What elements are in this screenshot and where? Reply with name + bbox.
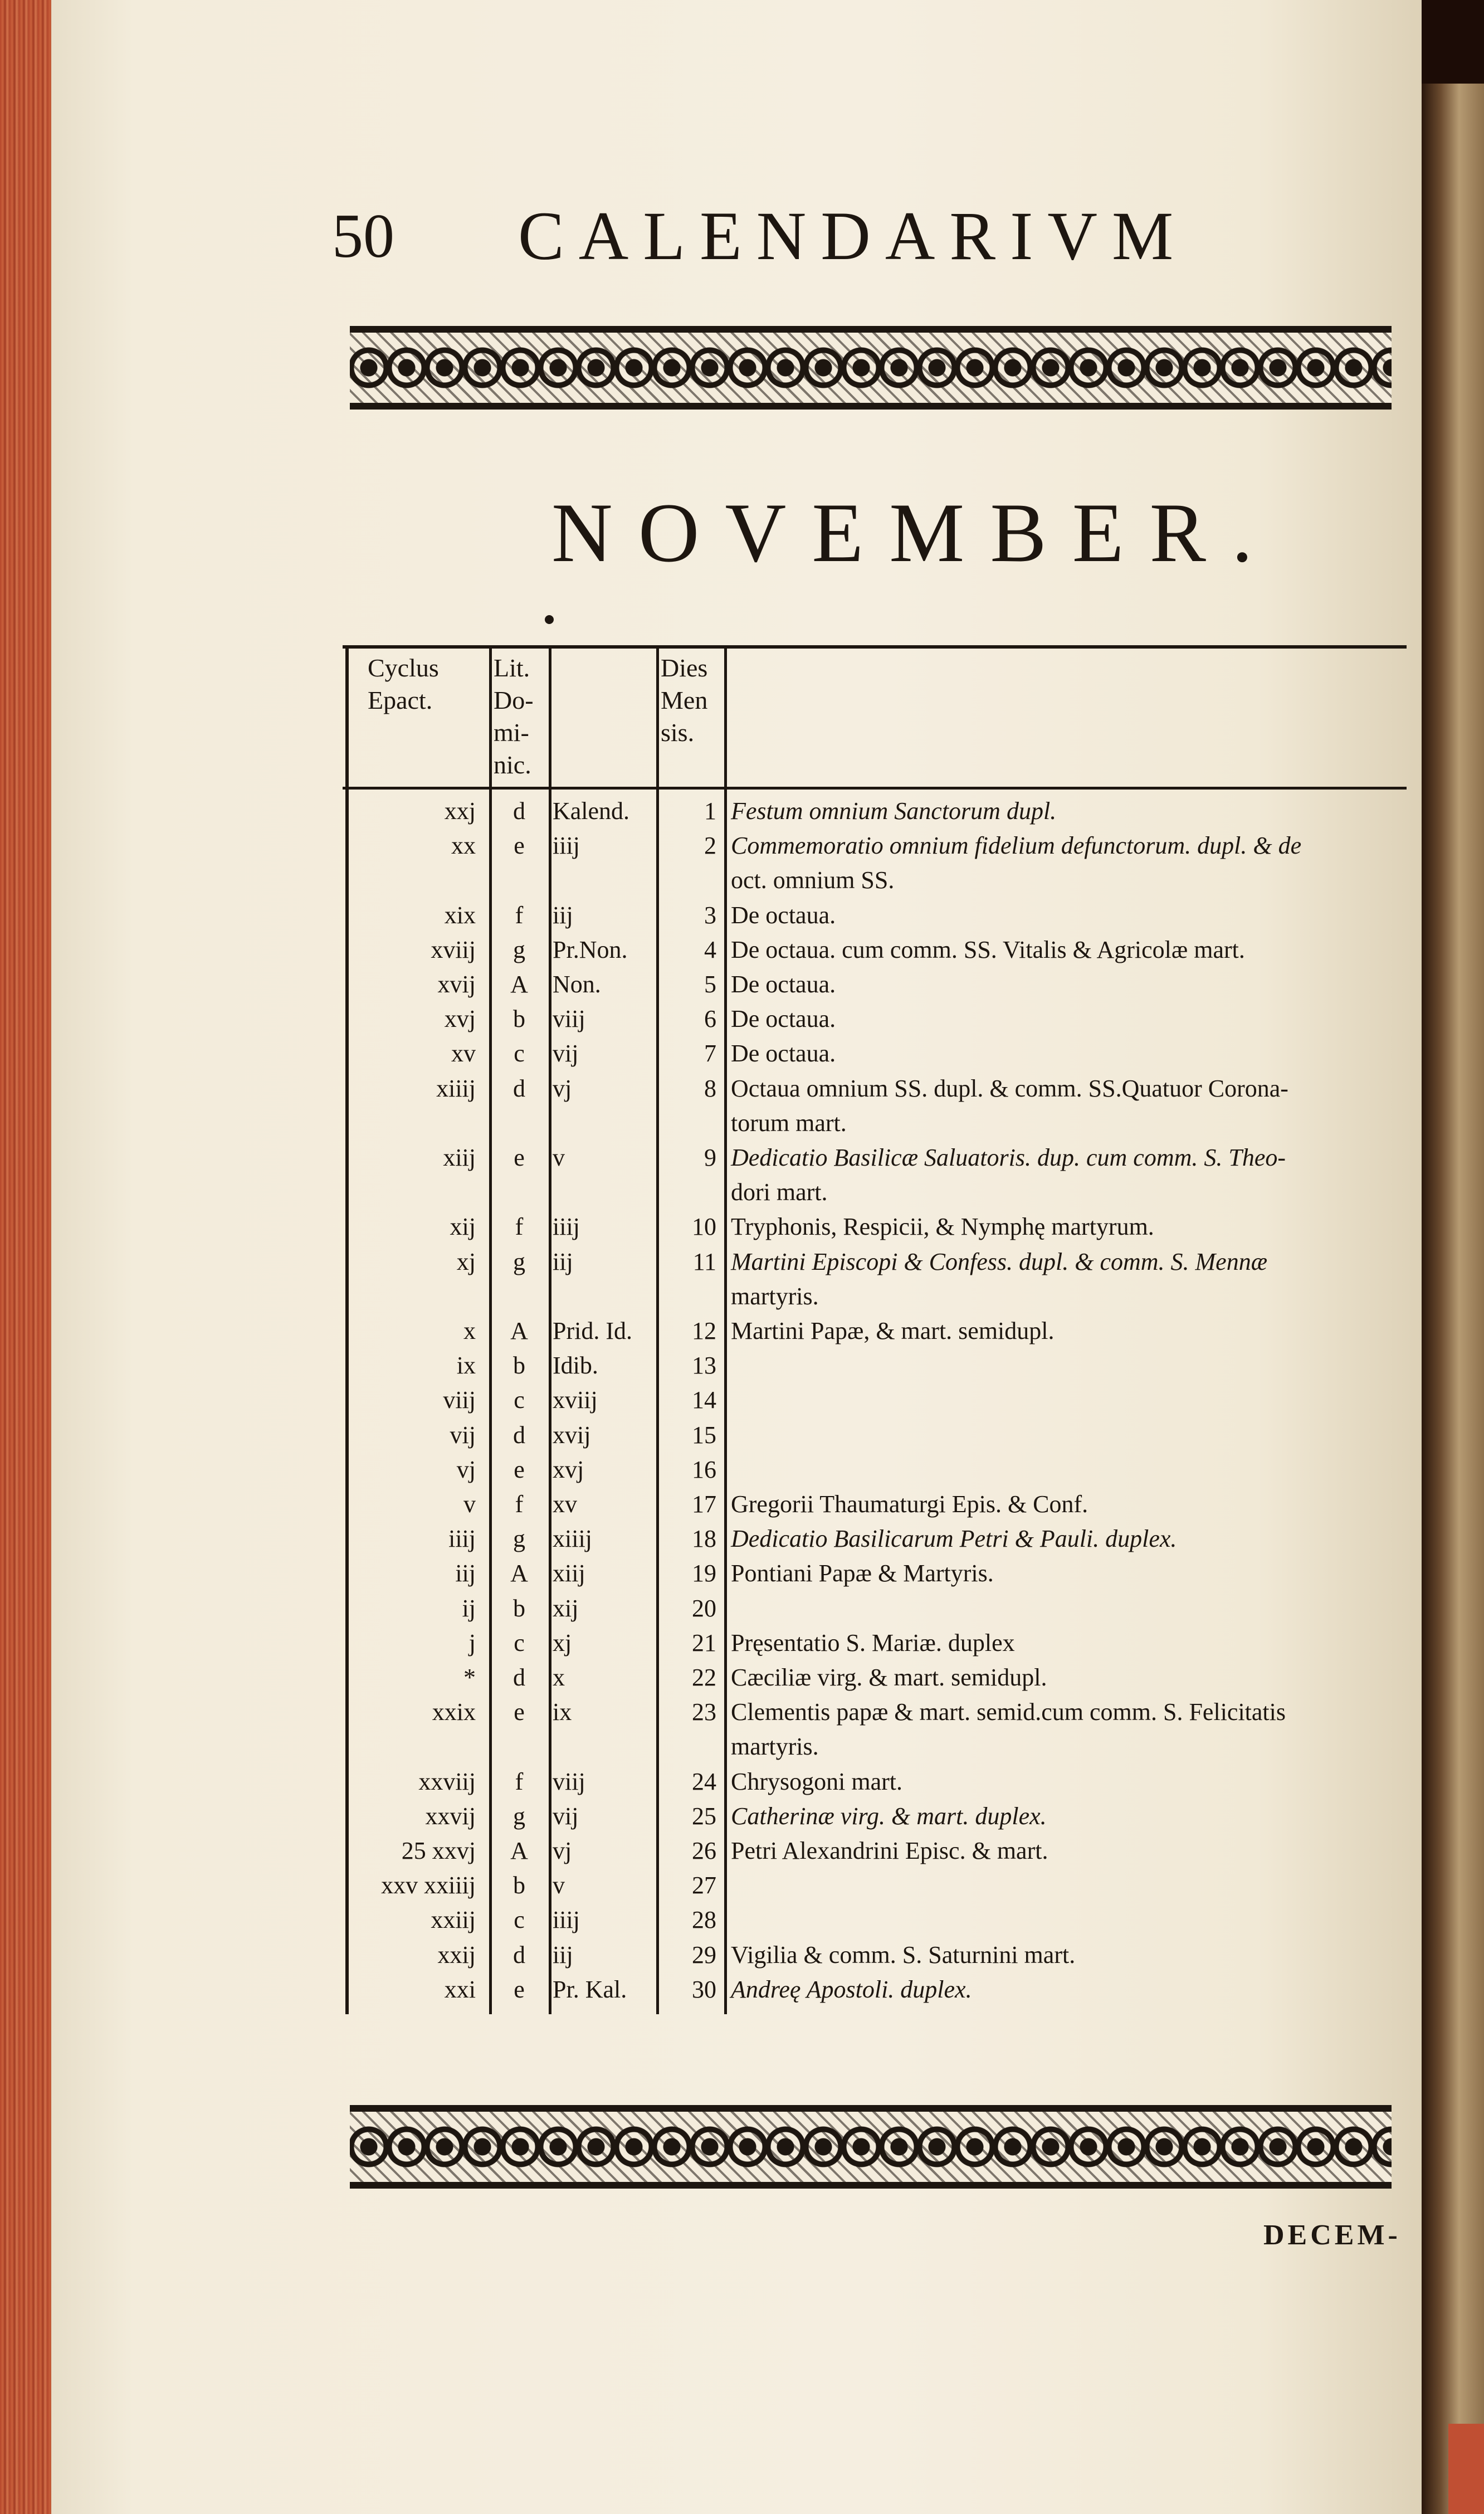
dominical-letter-cell: d [513,1421,525,1449]
day-number-cell: 30 [692,1975,716,2003]
dominical-letter-cell: d [513,797,525,825]
table-row [0,898,1484,933]
roman-date-cell: xv [553,1490,577,1518]
feast-cell: De octaua. [731,1040,836,1068]
day-number-cell: 9 [704,1144,716,1171]
feast-cell: Gregorii Thaumaturgi Epis. & Conf. [731,1490,1088,1518]
dominical-letter-cell: e [514,1975,525,2003]
feast-cell: Vigilia & comm. S. Saturnini mart. [731,1941,1076,1969]
dominical-letter-cell: b [513,1872,525,1899]
feast-cell: Commemoratio omnium fidelium defunctorum. dupl. & de [731,832,1302,860]
table-row [0,1071,1484,1106]
feast-cell: Catherinæ virg. & mart. duplex. [731,1802,1047,1830]
epact-cell: iij [455,1560,476,1587]
day-number-cell: 2 [704,832,716,860]
day-number-cell: 18 [692,1525,716,1553]
header-epact-line: Cyclus [368,654,439,682]
feast-cell: De octaua. [731,971,836,998]
roman-date-cell: xvij [553,1421,591,1449]
epact-cell: xvij [437,971,476,998]
roman-date-cell: v [553,1144,565,1171]
dominical-letter-cell: b [513,1352,525,1380]
table-row [0,1106,1484,1141]
feast-cell: Dedicatio Basilicæ Saluatoris. dup. cum comm. S. Theo- [731,1144,1286,1171]
table-row [0,1556,1484,1591]
table-row [0,1383,1484,1417]
feast-cell: Cæciliæ virg. & mart. semidupl. [731,1664,1047,1691]
table-rule-top [343,645,1407,649]
roman-date-cell: Pr. Kal. [553,1975,627,2003]
dominical-letter-cell: g [513,1525,525,1553]
feast-cell: Festum omnium Sanctorum dupl. [731,797,1057,825]
table-row [0,1418,1484,1453]
dominical-letter-cell: A [510,1837,528,1864]
feast-cell: Pontiani Papæ & Martyris. [731,1560,994,1587]
feast-cell: De octaua. cum comm. SS. Vitalis & Agricolæ mart. [731,936,1245,963]
day-number-cell: 4 [704,936,716,963]
table-row [0,1626,1484,1660]
table-row [0,794,1484,829]
feast-cell: martyris. [731,1282,819,1310]
dominical-letter-cell: A [510,971,528,998]
dominical-letter-cell: A [510,1560,528,1587]
table-row [0,1314,1484,1348]
table-row [0,1695,1484,1729]
day-number-cell: 28 [692,1906,716,1934]
table-row [0,1175,1484,1210]
dominical-letter-cell: b [513,1594,525,1622]
feast-cell: Pręsentatio S. Mariæ. duplex [731,1629,1015,1656]
table-row [0,1660,1484,1695]
epact-cell: viij [443,1386,476,1414]
roman-date-cell: Non. [553,971,601,998]
epact-cell: xxv xxiiij [381,1872,476,1899]
roman-date-cell: xiij [553,1560,585,1587]
table-row [0,1938,1484,1972]
day-number-cell: 20 [692,1594,716,1622]
roman-date-cell: iiij [553,1213,580,1241]
header-dies-line: sis. [661,718,695,747]
table-row [0,1487,1484,1522]
table-row [0,1522,1484,1556]
day-number-cell: 17 [692,1490,716,1518]
epact-cell: xxi [444,1975,476,2003]
epact-cell: xxvij [425,1802,476,1830]
table-row [0,933,1484,967]
month-title: NOVEMBER. [551,486,1278,579]
day-number-cell: 8 [704,1074,716,1102]
running-title: CALENDARIVM [518,198,1188,274]
dominical-letter-cell: g [513,1802,525,1830]
feast-cell: Octaua omnium SS. dupl. & comm. SS.Quatuor Corona- [731,1074,1288,1102]
feast-cell: Martini Episcopi & Confess. dupl. & comm. S. Mennæ [731,1248,1268,1275]
table-row [0,1903,1484,1937]
day-number-cell: 14 [692,1386,716,1414]
table-row [0,1036,1484,1071]
table-row [0,1141,1484,1175]
dominical-letter-cell: A [510,1317,528,1344]
table-row [0,1834,1484,1868]
table-row [0,1972,1484,2007]
feast-cell: De octaua. [731,1005,836,1033]
epact-cell: 25 xxvj [401,1837,476,1864]
roman-date-cell: xviij [553,1386,598,1414]
day-number-cell: 26 [692,1837,716,1864]
day-number-cell: 27 [692,1872,716,1899]
roman-date-cell: ix [553,1698,572,1726]
epact-cell: xv [451,1040,476,1068]
header-litt-line: Lit. [494,654,530,682]
epact-cell: xviij [431,936,476,963]
roman-date-cell: v [553,1872,565,1899]
epact-cell: xxix [432,1698,476,1726]
roman-date-cell: vij [553,1040,579,1068]
table-row [0,1868,1484,1903]
day-number-cell: 7 [704,1040,716,1068]
day-number-cell: 23 [692,1698,716,1726]
dominical-letter-cell: f [515,1213,524,1241]
table-row [0,1002,1484,1036]
feast-cell: martyris. [731,1733,819,1761]
day-number-cell: 1 [704,797,716,825]
feast-cell: Martini Papæ, & mart. semidupl. [731,1317,1055,1344]
epact-cell: xix [444,901,476,929]
table-rule-header [343,787,1407,790]
dominical-letter-cell: d [513,1941,525,1969]
ornament-band-top [350,326,1392,410]
epact-cell: xxiij [431,1906,476,1934]
epact-cell: xiij [443,1144,476,1171]
day-number-cell: 6 [704,1005,716,1033]
table-row [0,1453,1484,1487]
table-row [0,1729,1484,1764]
feast-cell: Andreę Apostoli. duplex. [731,1975,972,2003]
roman-date-cell: viij [553,1767,585,1795]
roman-date-cell: Prid. Id. [553,1317,632,1344]
dominical-letter-cell: d [513,1074,525,1102]
day-number-cell: 11 [692,1248,716,1275]
header-dies-line: Dies [661,654,708,682]
feast-cell: oct. omnium SS. [731,866,895,894]
roman-date-cell: vj [553,1837,572,1864]
epact-cell: xxj [444,797,476,825]
dominical-letter-cell: e [514,1144,525,1171]
epact-cell: xvj [444,1005,476,1033]
dominical-letter-cell: d [513,1664,525,1691]
roman-date-cell: xiiij [553,1525,592,1553]
page-edge-right-red [1448,2424,1484,2514]
dominical-letter-cell: c [514,1906,525,1934]
dominical-letter-cell: f [515,901,524,929]
dominical-letter-cell: e [514,1698,525,1726]
roman-date-cell: x [553,1664,565,1691]
roman-date-cell: vij [553,1802,579,1830]
day-number-cell: 19 [692,1560,716,1587]
epact-cell: xx [451,832,476,860]
printers-dot [545,615,554,624]
table-row [0,1210,1484,1244]
epact-cell: vij [450,1421,476,1449]
header-dies-line: Men [661,686,708,714]
header-litt-line: mi- [494,718,529,747]
epact-cell: iiij [448,1525,476,1553]
day-number-cell: 22 [692,1664,716,1691]
dominical-letter-cell: g [513,1248,525,1275]
ornament-band-bottom [350,2105,1392,2189]
epact-cell: xij [450,1213,476,1241]
table-row [0,1765,1484,1799]
feast-cell: Chrysogoni mart. [731,1767,902,1795]
epact-cell: x [463,1317,476,1344]
feast-cell: Dedicatio Basilicarum Petri & Pauli. duplex. [731,1525,1177,1553]
dominical-letter-cell: e [514,1455,525,1483]
header-litt-line: Do- [494,686,534,714]
day-number-cell: 13 [692,1352,716,1380]
day-number-cell: 16 [692,1455,716,1483]
feast-cell: Tryphonis, Respicii, & Nymphę martyrum. [731,1213,1154,1241]
feast-cell: dori mart. [731,1178,828,1206]
epact-cell: vj [456,1455,476,1483]
roman-date-cell: iij [553,901,573,929]
day-number-cell: 15 [692,1421,716,1449]
epact-cell: xiiij [436,1074,476,1102]
roman-date-cell: xvj [553,1455,584,1483]
day-number-cell: 12 [692,1317,716,1344]
day-number-cell: 25 [692,1802,716,1830]
epact-cell: ij [462,1594,476,1622]
epact-cell: j [468,1629,476,1656]
day-number-cell: 3 [704,901,716,929]
table-row [0,967,1484,1002]
dominical-letter-cell: b [513,1005,525,1033]
dominical-letter-cell: c [514,1629,525,1656]
epact-cell: xj [456,1248,476,1275]
roman-date-cell: iij [553,1941,573,1969]
table-row [0,829,1484,863]
roman-date-cell: xij [553,1594,579,1622]
dominical-letter-cell: g [513,936,525,963]
roman-date-cell: iij [553,1248,573,1275]
roman-date-cell: viij [553,1005,585,1033]
header-epact-line: Epact. [368,686,433,714]
roman-date-cell: Kalend. [553,797,630,825]
table-row [0,1245,1484,1279]
epact-cell: * [463,1664,476,1691]
catchword: DECEM- [1263,2219,1401,2251]
roman-date-cell: Idib. [553,1352,598,1380]
epact-cell: ix [456,1352,476,1380]
table-row [0,1348,1484,1383]
epact-cell: v [463,1490,476,1518]
page-number: 50 [332,202,394,271]
dominical-letter-cell: f [515,1767,524,1795]
dominical-letter-cell: c [514,1386,525,1414]
table-row [0,1279,1484,1314]
day-number-cell: 5 [704,971,716,998]
roman-date-cell: xj [553,1629,572,1656]
day-number-cell: 29 [692,1941,716,1969]
header-litt-line: nic. [494,751,531,779]
day-number-cell: 24 [692,1767,716,1795]
roman-date-cell: vj [553,1074,572,1102]
day-number-cell: 10 [692,1213,716,1241]
epact-cell: xxij [437,1941,476,1969]
feast-cell: torum mart. [731,1109,847,1137]
dominical-letter-cell: e [514,832,525,860]
feast-cell: Petri Alexandrini Episc. & mart. [731,1837,1048,1864]
day-number-cell: 21 [692,1629,716,1656]
feast-cell: De octaua. [731,901,836,929]
roman-date-cell: iiij [553,832,580,860]
feast-cell: Clementis papæ & mart. semid.cum comm. S. Felicitatis [731,1698,1286,1726]
roman-date-cell: Pr.Non. [553,936,628,963]
dominical-letter-cell: f [515,1490,524,1518]
table-row [0,863,1484,898]
epact-cell: xxviij [418,1767,476,1795]
table-row [0,1799,1484,1834]
dominical-letter-cell: c [514,1040,525,1068]
table-row [0,1591,1484,1626]
roman-date-cell: iiij [553,1906,580,1934]
